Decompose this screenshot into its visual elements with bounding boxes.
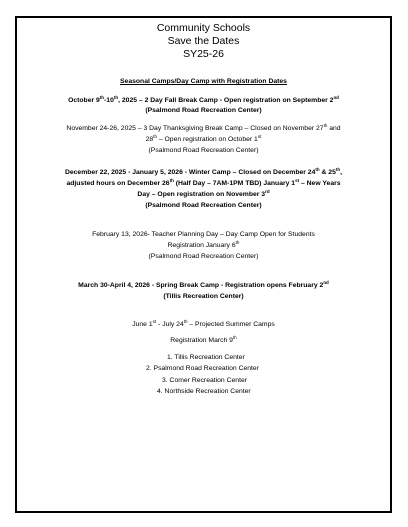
fall-break-dates: October 9th-10th, 2025 – 2 Day Fall Break Camp - Open registration on September 2nd (68, 95, 339, 104)
thanksgiving-dates: November 24-26, 2025 – 3 Day Thanksgiving Break Camp – Closed on November 27th and (66, 123, 341, 132)
summer-camp-registration: Registration March 9th (170, 335, 237, 344)
winter-camp-location: (Psalmond Road Recreation Center) (145, 202, 262, 209)
list-item: 2. Psalmond Road Recreation Center (146, 365, 259, 372)
fall-break-location: (Psalmond Road Recreation Center) (145, 107, 262, 114)
org-name: Community Schools (156, 22, 251, 34)
spring-break-dates: March 30-April 4, 2026 - Spring Break Camp - Registration opens February 2nd (78, 280, 329, 289)
thanksgiving-location: (Psalmond Road Recreation Center) (148, 147, 259, 154)
winter-camp-hours: adjusted hours on December 26th (Half Day – 7AM-1PM TBD) January 1st – New Years (66, 178, 341, 187)
page-title: Save the Dates (167, 35, 240, 47)
teacher-planning-location: (Psalmond Road Recreation Center) (148, 253, 259, 260)
section-heading: Seasonal Camps/Day Camp with Registration Dates (120, 78, 287, 85)
summer-camp-dates: June 1st - July 24th – Projected Summer Camps (132, 319, 275, 328)
list-item: 4. Northside Recreation Center (157, 388, 251, 395)
list-item: 3. Comer Recreation Center (162, 377, 247, 384)
teacher-planning-dates: February 13, 2026- Teacher Planning Day – Day Camp Open for Students (92, 231, 315, 238)
winter-camp-dates: December 22, 2025 - January 5, 2026 - Winter Camp – Closed on December 24th & 25th, (64, 167, 343, 176)
list-item: 1. Tillis Recreation Center (167, 354, 245, 361)
teacher-planning-registration: Registration January 6th (167, 240, 240, 249)
page-border (15, 16, 392, 513)
thanksgiving-registration: 28th – Open registration on October 1st (145, 134, 262, 143)
winter-camp-registration: Day – Open registration on November 3rd (137, 189, 270, 198)
spring-break-location: (Tillis Recreation Center) (163, 293, 244, 300)
school-year: SY25-26 (183, 48, 224, 60)
